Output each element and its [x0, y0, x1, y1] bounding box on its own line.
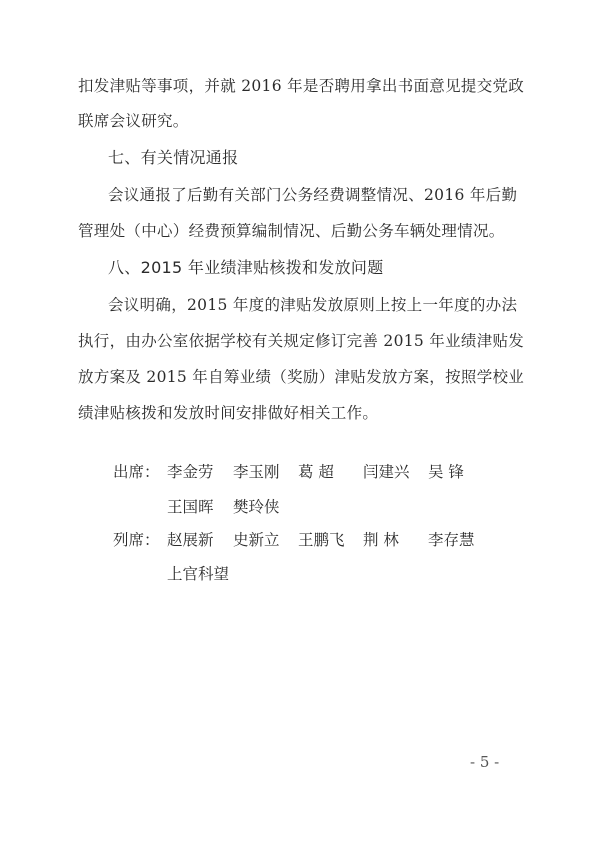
paragraph-3-line-1: 会议明确，2015 年度的津贴发放原则上按上一年度的办法	[108, 296, 518, 314]
paragraph-2-line-1: 会议通报了后勤有关部门公务经费调整情况、2016 年后勤	[108, 186, 518, 204]
present-name: 李金劳	[167, 463, 214, 481]
present-name: 吴 锋	[428, 463, 464, 481]
present-name: 王国晖	[167, 498, 214, 516]
observer-name: 史新立	[233, 531, 280, 549]
paragraph-3-line-4: 绩津贴核拨和发放时间安排做好相关工作。	[78, 404, 379, 422]
paragraph-3-line-2: 执行，由办公室依据学校有关规定修订完善 2015 年业绩津贴发	[78, 332, 525, 350]
paragraph-1-line-2: 联席会议研究。	[78, 112, 189, 130]
observer-name: 王鹏飞	[298, 531, 345, 549]
section-7-heading: 七、有关情况通报	[108, 148, 239, 167]
section-8-heading: 八、2015 年业绩津贴核拨和发放问题	[108, 258, 384, 277]
paragraph-2-line-2: 管理处（中心）经费预算编制情况、后勤公务车辆处理情况。	[78, 222, 505, 240]
present-name: 葛 超	[298, 463, 334, 481]
observer-name: 赵展新	[167, 531, 214, 549]
paragraph-1-line-1: 扣发津贴等事项，并就 2016 年是否聘用拿出书面意见提交党政	[78, 77, 525, 95]
observer-label: 列席：	[113, 531, 160, 549]
present-label: 出席：	[113, 463, 160, 481]
page-number: - 5 -	[470, 753, 500, 771]
paragraph-3-line-3: 放方案及 2015 年自筹业绩（奖励）津贴发放方案，按照学校业	[78, 368, 525, 386]
observer-name: 李存慧	[428, 531, 475, 549]
present-name: 樊玲侠	[233, 498, 280, 516]
observer-name: 荆 林	[363, 531, 399, 549]
present-name: 李玉刚	[233, 463, 280, 481]
observer-name: 上官科望	[167, 565, 230, 583]
present-name: 闫建兴	[363, 463, 410, 481]
